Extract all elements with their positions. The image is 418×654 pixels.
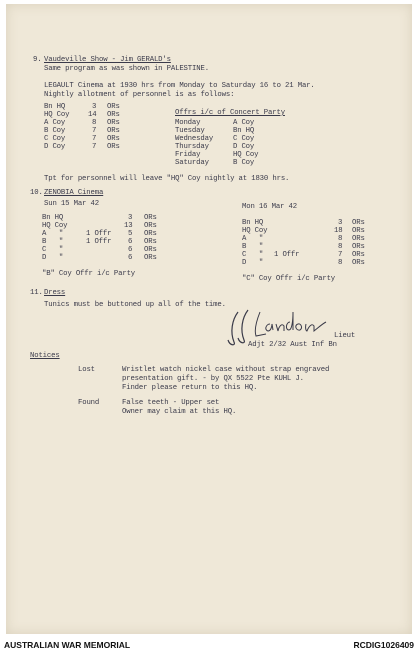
- lost-line: presentation gift. - by QX 5522 Pte KUHL J.: [122, 375, 304, 383]
- allotment-unit: A Coy: [44, 119, 66, 127]
- sunday-offr: 1 Offr: [86, 238, 112, 246]
- concert-coy: C Coy: [233, 135, 255, 143]
- footer-record-id: RCDIG1026409: [353, 640, 414, 650]
- monday-unit: Bn HQ: [242, 219, 264, 227]
- allotment-ors: ORs: [107, 119, 120, 127]
- sunday-unit: B ": [42, 238, 64, 246]
- sunday-count: 5: [128, 230, 133, 238]
- concert-coy: D Coy: [233, 143, 255, 151]
- monday-count: 8: [338, 235, 343, 243]
- lost-line: Wristlet watch nickel case without strap engraved: [122, 366, 330, 374]
- sunday-count: 6: [128, 238, 133, 246]
- sunday-unit: D ": [42, 254, 64, 262]
- monday-count: 8: [338, 243, 343, 251]
- concert-coy: A Coy: [233, 119, 255, 127]
- sunday-ors: ORs: [144, 254, 157, 262]
- allotment-unit: D Coy: [44, 143, 66, 151]
- monday-ors: ORs: [352, 251, 365, 259]
- sunday-unit: C ": [42, 246, 64, 254]
- lost-label: Lost: [78, 366, 95, 374]
- allotment-ors: ORs: [107, 135, 120, 143]
- sunday-officer-in-charge: "B" Coy Offr i/c Party: [42, 270, 136, 278]
- lost-line: Finder please return to this HQ.: [122, 384, 258, 392]
- section-9-number: 9.: [33, 56, 42, 64]
- allotment-unit: HQ Coy: [44, 111, 70, 119]
- allotment-count: 7: [92, 135, 97, 143]
- sunday-ors: ORs: [144, 214, 157, 222]
- monday-ors: ORs: [352, 235, 365, 243]
- found-line: False teeth - Upper set: [122, 399, 220, 407]
- allotment-count: 3: [92, 103, 97, 111]
- monday-count: 7: [338, 251, 343, 259]
- sunday-unit: HQ Coy: [42, 222, 68, 230]
- sunday-count: 3: [128, 214, 133, 222]
- sunday-unit: A ": [42, 230, 64, 238]
- allotment-unit: Bn HQ: [44, 103, 66, 111]
- allotment-unit: C Coy: [44, 135, 66, 143]
- allotment-count: 14: [88, 111, 97, 119]
- monday-count: 18: [334, 227, 343, 235]
- monday-offr: 1 Offr: [274, 251, 300, 259]
- concert-day: Friday: [175, 151, 201, 159]
- concert-coy: B Coy: [233, 159, 255, 167]
- allotment-count: 7: [92, 143, 97, 151]
- allotment-ors: ORs: [107, 143, 120, 151]
- monday-ors: ORs: [352, 259, 365, 267]
- concert-coy: Bn HQ: [233, 127, 255, 135]
- sunday-count: 6: [128, 246, 133, 254]
- allotment-count: 7: [92, 127, 97, 135]
- sunday-ors: ORs: [144, 246, 157, 254]
- section-11-heading: Dress: [44, 289, 66, 297]
- monday-count: 3: [338, 219, 343, 227]
- section-10-heading: ZENOBIA Cinema: [44, 189, 104, 197]
- allotment-unit: B Coy: [44, 127, 66, 135]
- sunday-date: Sun 15 Mar 42: [44, 200, 99, 208]
- concert-day: Thursday: [175, 143, 209, 151]
- monday-unit: HQ Coy: [242, 227, 268, 235]
- notices-heading: Notices: [30, 352, 60, 360]
- concert-day: Tuesday: [175, 127, 205, 135]
- monday-unit: C ": [242, 251, 264, 259]
- monday-unit: D ": [242, 259, 264, 267]
- concert-coy: HQ Coy: [233, 151, 259, 159]
- sunday-ors: ORs: [144, 230, 157, 238]
- monday-unit: A ": [242, 235, 264, 243]
- monday-count: 8: [338, 259, 343, 267]
- concert-party-title: Offrs i/c of Concert Party: [175, 109, 285, 117]
- monday-date: Mon 16 Mar 42: [242, 203, 297, 211]
- sunday-offr: 1 Offr: [86, 230, 112, 238]
- monday-officer-in-charge: "C" Coy Offr i/c Party: [242, 275, 336, 283]
- sunday-count: 6: [128, 254, 133, 262]
- sunday-ors: ORs: [144, 222, 157, 230]
- signatory-unit: Adjt 2/32 Aust Inf Bn: [248, 341, 337, 349]
- sunday-ors: ORs: [144, 238, 157, 246]
- concert-day: Wednesday: [175, 135, 214, 143]
- section-9-line-1: Same program as was shown in PALESTINE.: [44, 65, 209, 73]
- allotment-count: 8: [92, 119, 97, 127]
- sunday-unit: Bn HQ: [42, 214, 64, 222]
- found-line: Owner may claim at this HQ.: [122, 408, 237, 416]
- section-9-line-2: LEGAULT Cinema at 1930 hrs from Monday to Saturday 16 to 21 Mar.: [44, 82, 315, 90]
- signatory-rank: Lieut: [334, 332, 356, 340]
- concert-day: Saturday: [175, 159, 209, 167]
- section-11-text: Tunics must be buttoned up all of the time.: [44, 301, 226, 309]
- allotment-ors: ORs: [107, 127, 120, 135]
- concert-day: Monday: [175, 119, 201, 127]
- monday-ors: ORs: [352, 243, 365, 251]
- sunday-count: 13: [124, 222, 133, 230]
- monday-unit: B ": [242, 243, 264, 251]
- monday-ors: ORs: [352, 219, 365, 227]
- allotment-ors: ORs: [107, 111, 120, 119]
- monday-ors: ORs: [352, 227, 365, 235]
- found-label: Found: [78, 399, 100, 407]
- section-9-line-3: Nightly allotment of personnel is as follows:: [44, 91, 235, 99]
- footer-institution: AUSTRALIAN WAR MEMORIAL: [4, 640, 131, 650]
- section-9-transport: Tpt for personnel will leave "HQ" Coy nightly at 1830 hrs.: [44, 175, 290, 183]
- section-10-number: 10.: [30, 189, 43, 197]
- section-11-number: 11.: [30, 289, 43, 297]
- allotment-ors: ORs: [107, 103, 120, 111]
- section-9-heading: Vaudeville Show - Jim GERALD's: [44, 56, 171, 64]
